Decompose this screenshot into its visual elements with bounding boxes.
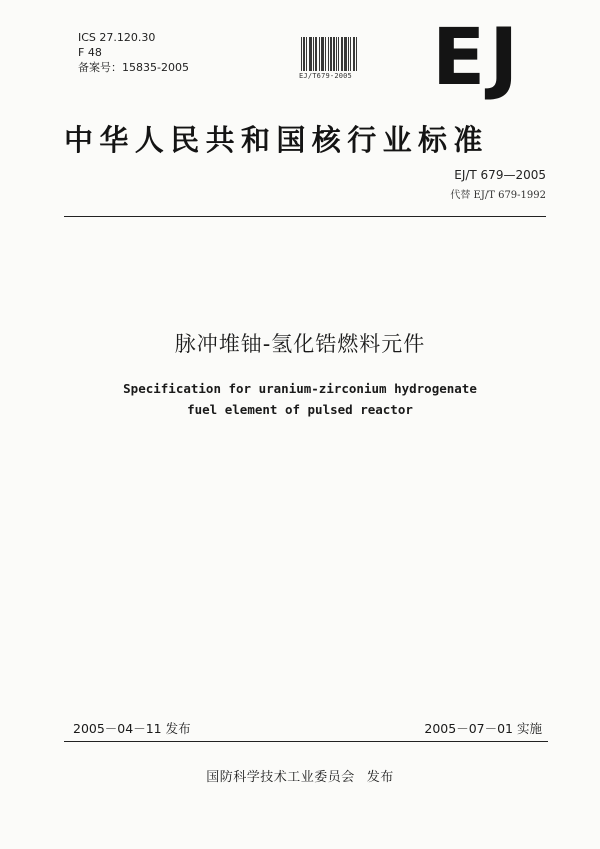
header-metadata	[78, 30, 189, 75]
document-title-english-line2: fuel element of pulsed reactor	[187, 402, 413, 417]
barcode	[301, 37, 357, 71]
ccs-code: F 48	[78, 46, 102, 59]
ej-logo: EJ	[432, 13, 523, 103]
barcode-text: EJ/T679-2005	[299, 72, 352, 80]
issue-date: 2005－04－11 发布	[73, 721, 191, 736]
publisher-name: 国防科学技术工业委员会	[206, 770, 355, 785]
publish-action: 发布	[366, 770, 394, 785]
standard-number: EJ/T 679—2005	[454, 168, 546, 182]
bottom-divider	[64, 741, 548, 742]
top-divider	[64, 216, 546, 217]
ics-code: ICS 27.120.30	[78, 31, 156, 44]
filing-number: 备案号：15835-2005	[78, 61, 189, 74]
document-title-english-line1: Specification for uranium-zirconium hydrogenate	[123, 381, 477, 396]
publisher-line	[0, 766, 600, 785]
implementation-date: 2005－07－01 实施	[424, 721, 542, 736]
standard-title: 中华人民共和国核行业标准	[64, 123, 489, 157]
document-title-chinese: 脉冲堆铀-氢化锆燃料元件	[174, 332, 426, 356]
replaces-standard: 代替 EJ/T 679-1992	[450, 190, 546, 201]
